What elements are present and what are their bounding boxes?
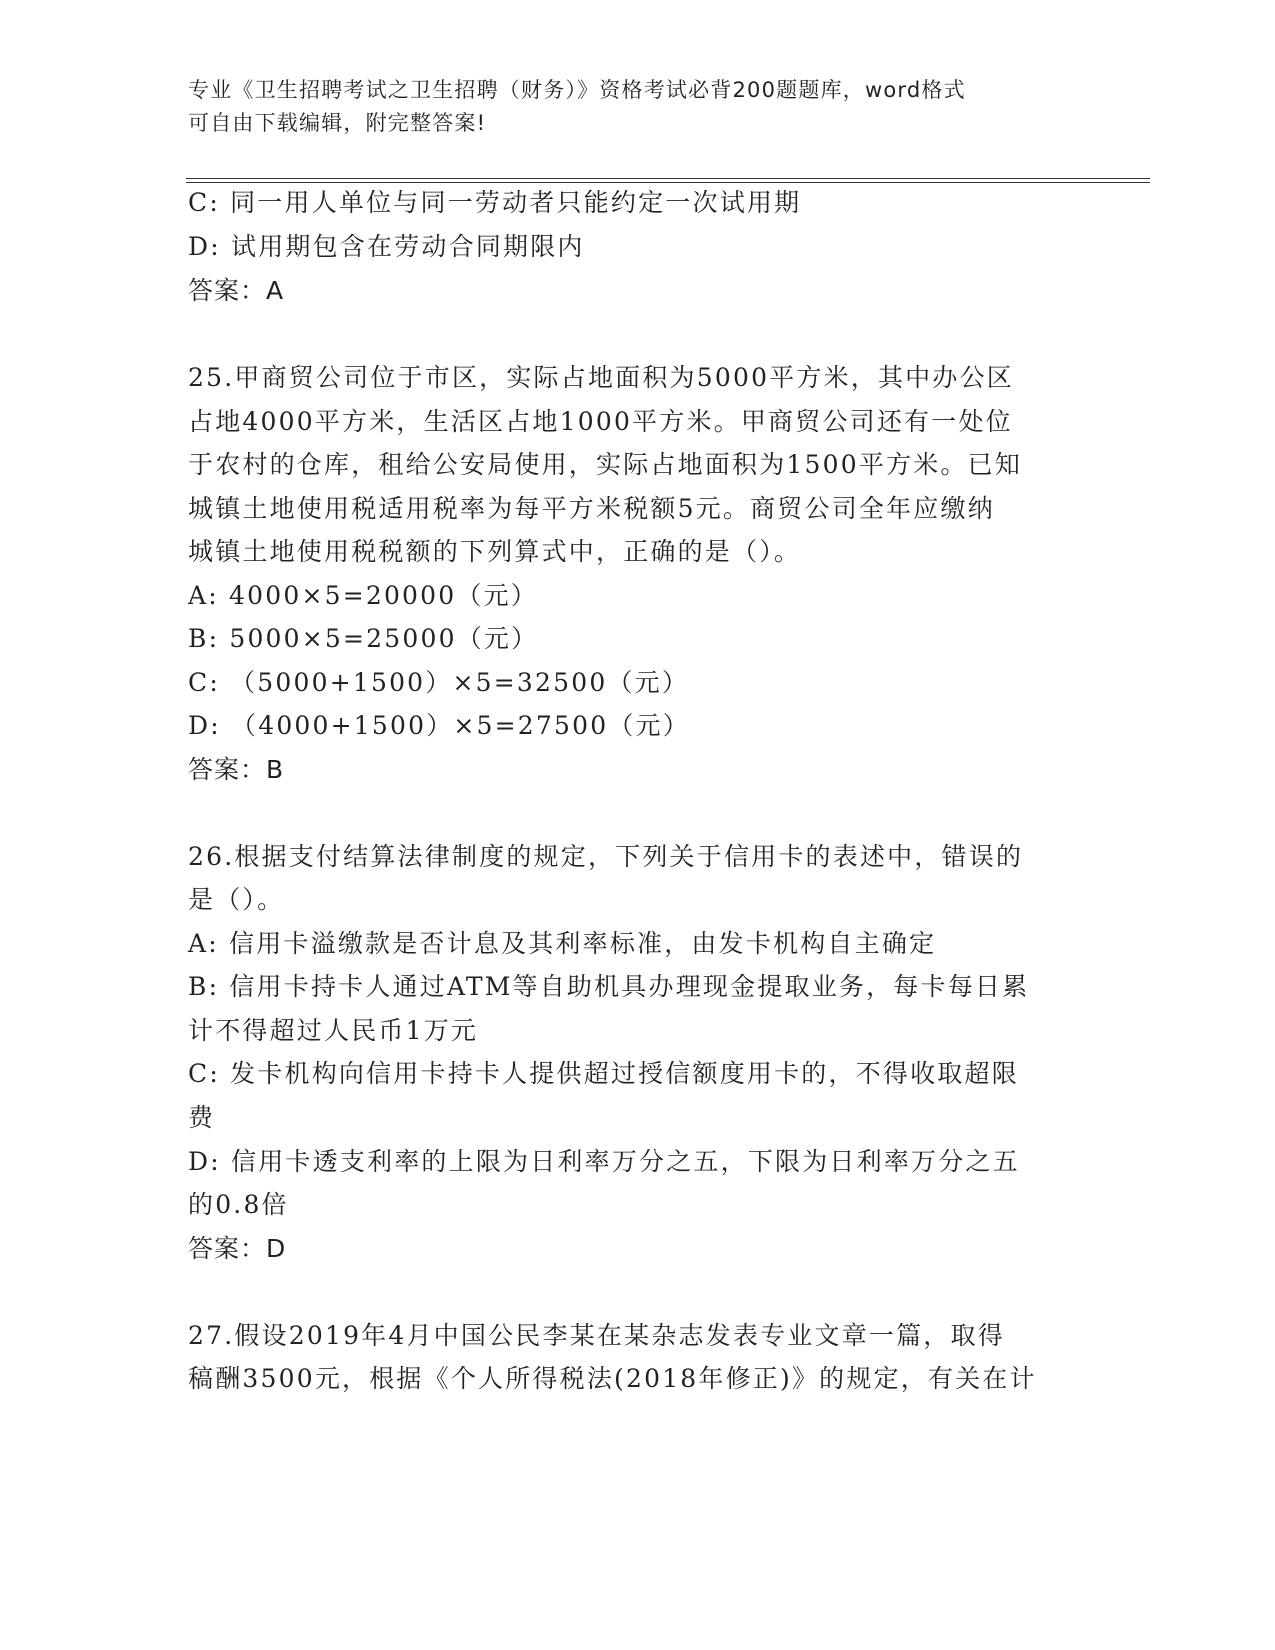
q25-stem-line-5: 城镇土地使用税税额的下列算式中，正确的是（）。 bbox=[188, 537, 802, 566]
q25-option-a: A: 4000×5=20000（元） bbox=[188, 581, 538, 610]
q24-option-d: D: 试用期包含在劳动合同期限内 bbox=[188, 232, 585, 261]
q26-stem-line-2: 是（）。 bbox=[188, 885, 285, 914]
q27-stem-line-1: 27.假设2019年4月中国公民李某在某杂志发表专业文章一篇，取得 bbox=[188, 1321, 1005, 1350]
q26-option-b-line-1: B: 信用卡持卡人通过ATM等自助机具办理现金提取业务，每卡每日累 bbox=[188, 972, 1030, 1001]
q27-stem-line-2: 稿酬3500元，根据《个人所得税法(2018年修正)》的规定，有关在计 bbox=[188, 1364, 1037, 1393]
q25-stem-line-3: 于农村的仓库，租给公安局使用，实际占地面积为1500平方米。已知 bbox=[188, 450, 1023, 479]
q26-option-d-line-2: 的0.8倍 bbox=[188, 1190, 289, 1219]
q25-stem-line-2: 占地4000平方米，生活区占地1000平方米。甲商贸公司还有一处位 bbox=[188, 407, 1013, 436]
q25-stem-line-1: 25.甲商贸公司位于市区，实际占地面积为5000平方米，其中办公区 bbox=[188, 363, 1014, 392]
document-header bbox=[188, 74, 1068, 140]
q26-answer: 答案：D bbox=[188, 1234, 287, 1263]
q26-option-c-line-2: 费 bbox=[188, 1103, 216, 1132]
q26-option-c-line-1: C: 发卡机构向信用卡持卡人提供超过授信额度用卡的，不得收取超限 bbox=[188, 1059, 1019, 1088]
q26-stem-line-1: 26.根据支付结算法律制度的规定，下列关于信用卡的表述中，错误的 bbox=[188, 842, 1024, 871]
header-title-line-2: 可自由下载编辑，附完整答案! bbox=[188, 111, 487, 135]
header-divider-thick bbox=[186, 182, 1150, 183]
q25-answer: 答案：B bbox=[188, 755, 285, 784]
q25-stem-line-4: 城镇土地使用税适用税率为每平方米税额5元。商贸公司全年应缴纳 bbox=[188, 494, 995, 523]
q25-option-c: C: （5000+1500）×5=32500（元） bbox=[188, 668, 690, 697]
q24-option-c: C: 同一用人单位与同一劳动者只能约定一次试用期 bbox=[188, 188, 802, 217]
q26-option-a: A: 信用卡溢缴款是否计息及其利率标准，由发卡机构自主确定 bbox=[188, 929, 937, 958]
q25-option-d: D: （4000+1500）×5=27500（元） bbox=[188, 711, 690, 740]
q26-option-b-line-2: 计不得超过人民币1万元 bbox=[188, 1016, 479, 1045]
header-divider-thin bbox=[186, 178, 1150, 179]
q26-option-d-line-1: D: 信用卡透支利率的上限为日利率万分之五，下限为日利率万分之五 bbox=[188, 1147, 1020, 1176]
q24-answer: 答案：A bbox=[188, 276, 285, 305]
header-title-line-1: 专业《卫生招聘考试之卫生招聘（财务）》资格考试必背200题题库，word格式 bbox=[188, 78, 966, 102]
q25-option-b: B: 5000×5=25000（元） bbox=[188, 624, 539, 653]
